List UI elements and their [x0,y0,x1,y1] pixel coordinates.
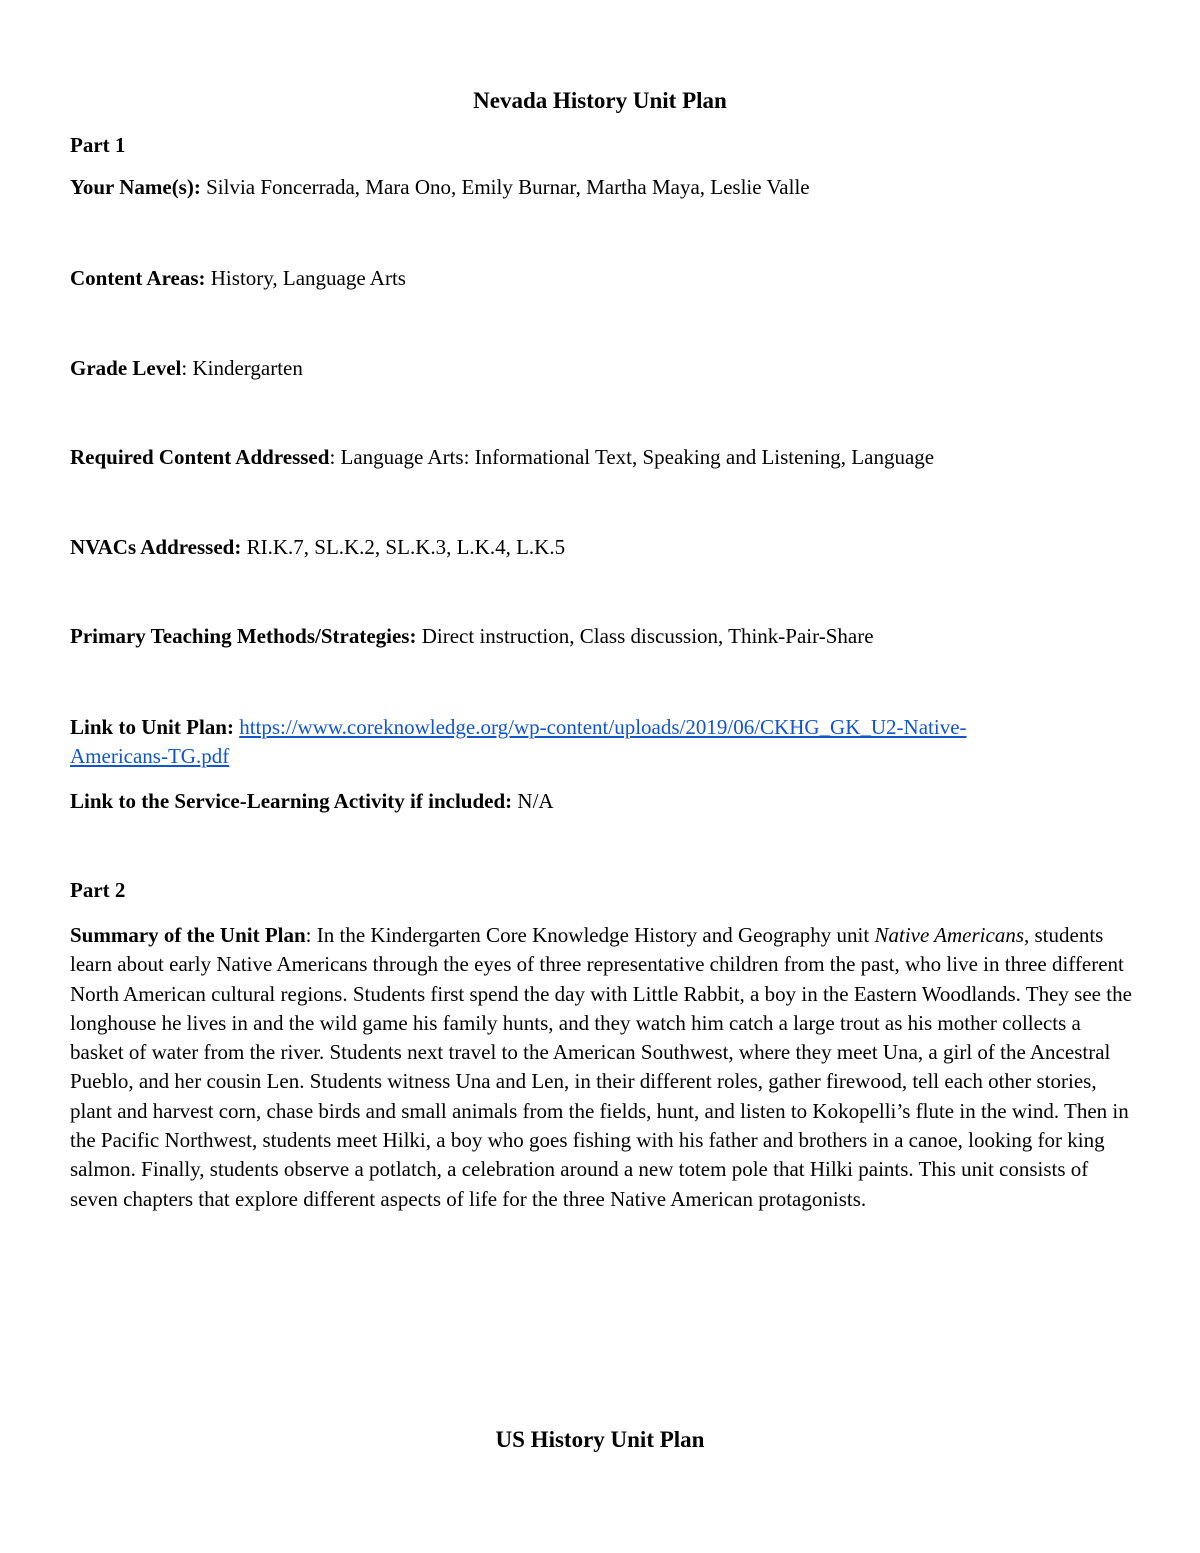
summary-intro: : In the Kindergarten Core Knowledge History and Geography unit [305,923,875,947]
unit-plan-link-line-1[interactable]: https://www.coreknowledge.org/wp-content/uploads/2019/06/CKHG_GK_U2-Native- [239,715,967,739]
nvacs-label: NVACs Addressed: [70,535,242,559]
page-title: Nevada History Unit Plan [473,88,727,113]
nvacs-value: RI.K.7, SL.K.2, SL.K.3, L.K.4, L.K.5 [241,535,566,559]
service-learning-label: Link to the Service-Learning Activity if included: [70,789,513,813]
summary-unit-name: Native Americans, [874,923,1030,947]
names-label: Your Name(s): [70,175,201,199]
unit-plan-link-label: Link to Unit Plan: [70,715,234,739]
part-2-heading: Part 2 [70,878,126,902]
unit-plan-link-line-2[interactable]: Americans-TG.pdf [70,744,230,768]
summary-body: students learn about early Native Americans through the eyes of three representative children from the past, who live in three different North American cultural regions. Students first spend the day with Little Rabbit, a boy in the Eastern Woodlands. They see the longhouse he lives in and the wild game his family hunts, and they watch him catch a large trout as his mother collects a basket of water from the river. Students next travel to the American Southwest, where they meet Una, a girl of the Ancestral Pueblo, and her cousin Len. Students witness Una and Len, in their different roles, gather firewood, tell each other stories, plant and harvest corn, chase birds and small animals from the fields, hunt, and listen to Kokopelli’s flute in the wind. Then in the Pacific Northwest, students meet Hilki, a boy who goes fishing with his father and brothers in a canoe, looking for king salmon. Finally, students observe a potlatch, a celebration around a new totem pole that Hilki paints. This unit consists of seven chapters that explore different aspects of life for the three Native American protagonists. [70,923,1132,1211]
part-1-heading: Part 1 [70,133,126,157]
grade-level-value: : Kindergarten [181,356,303,380]
names-row [70,173,1130,202]
content-areas-label: Content Areas: [70,266,206,290]
names-value: Silvia Foncerrada, Mara Ono, Emily Burnar, Martha Maya, Leslie Valle [200,175,810,199]
unit-plan-link-row [70,713,1130,742]
required-content-value: : Language Arts: Informational Text, Speaking and Listening, Language [329,445,935,469]
summary-label: Summary of the Unit Plan [70,923,306,947]
grade-level-label: Grade Level [70,356,182,380]
teaching-methods-row [70,622,1130,651]
teaching-methods-label: Primary Teaching Methods/Strategies: [70,624,417,648]
nvacs-row [70,533,1130,562]
required-content-label: Required Content Addressed [70,445,330,469]
grade-level-row [70,354,1130,383]
unit-plan-link-continuation [70,742,1130,771]
service-learning-row [70,787,1130,816]
content-areas-row [70,264,1130,293]
content-areas-value: History, Language Arts [205,266,406,290]
teaching-methods-value: Direct instruction, Class discussion, Think-Pair-Share [416,624,874,648]
service-learning-value: N/A [512,789,554,813]
next-section-title: US History Unit Plan [495,1427,705,1452]
required-content-row [70,443,1130,472]
summary-paragraph [70,921,1132,1214]
